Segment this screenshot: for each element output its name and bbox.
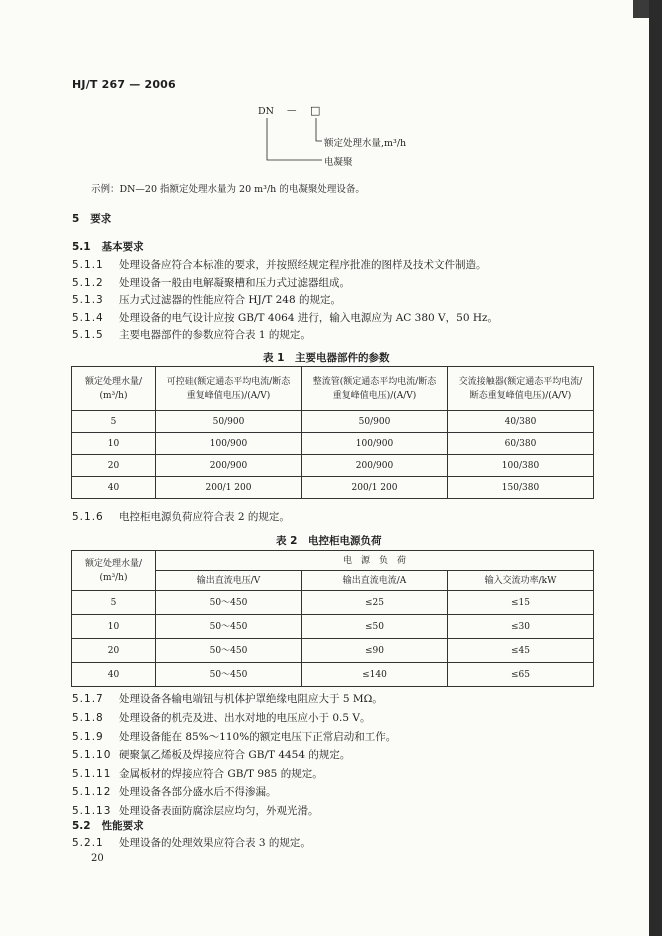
table-row: 10 100/900 100/900 60/380 xyxy=(72,433,594,455)
clause-5-1-7: 5.1.7 处理设备各输电端钮与机体护罩绝缘电阻应大于 5 MΩ。 xyxy=(72,693,383,705)
standard-header: HJ/T 267 — 2006 xyxy=(72,78,176,91)
clause-5-1-13: 5.1.13 处理设备表面防腐涂层应均匀，外观光滑。 xyxy=(72,805,319,817)
column-header: 输入交流功率/kW xyxy=(448,571,594,591)
designation-diagram xyxy=(0,0,662,200)
clause-5-1-4: 5.1.4 处理设备的电气设计应按 GB/T 4064 进行，输入电源应为 AC 380 V，50 Hz。 xyxy=(72,312,499,324)
section-5-2-heading xyxy=(72,818,144,833)
table-row: 10 50～450 ≤50 ≤30 xyxy=(72,615,594,639)
table-2-caption: 表 2 电控柜电源负荷 xyxy=(276,535,382,547)
column-header: 交流接触器(额定通态平均电流/ 断态重复峰值电压)/(A/V) xyxy=(448,367,594,411)
column-header: 整流管(额定通态平均电流/断态 重复峰值电压)/(A/V) xyxy=(302,367,448,411)
table-row: 20 200/900 200/900 100/380 xyxy=(72,455,594,477)
clause-5-1-12: 5.1.12 处理设备各部分盛水后不得渗漏。 xyxy=(72,786,277,798)
diagram-leader-type xyxy=(267,118,322,160)
diagram-dash: — xyxy=(287,105,297,116)
table-header-row xyxy=(72,367,594,411)
clause-5-1-6: 5.1.6 电控柜电源负荷应符合表 2 的规定。 xyxy=(72,511,290,523)
clause-5-1-3: 5.1.3 压力式过滤器的性能应符合 HJ/T 248 的规定。 xyxy=(72,294,341,306)
diagram-prefix: DN xyxy=(258,106,274,117)
clause-5-1-8: 5.1.8 处理设备的机壳及进、出水对地的电压应小于 0.5 V。 xyxy=(72,712,371,724)
diagram-label-type: 电凝聚 xyxy=(324,157,353,168)
section-number: 5.2 xyxy=(72,820,91,832)
table-1 xyxy=(71,366,594,499)
column-header: 额定处理水量/ (m³/h) xyxy=(72,551,156,591)
column-header: 可控硅(额定通态平均电流/断态 重复峰值电压)/(A/V) xyxy=(156,367,302,411)
diagram-label-capacity: 额定处理水量,m³/h xyxy=(324,138,407,149)
group-header: 电 源 负 荷 xyxy=(156,551,594,571)
table-1-caption: 表 1 主要电器部件的参数 xyxy=(263,352,390,364)
diagram-box: □ xyxy=(310,104,321,117)
section-number: 5.1 xyxy=(72,241,91,253)
clause-5-1-11: 5.1.11 金属板材的焊接应符合 GB/T 985 的规定。 xyxy=(72,768,323,780)
section-title: 性能要求 xyxy=(101,820,144,832)
column-header: 输出直流电流/A xyxy=(302,571,448,591)
clause-5-1-2: 5.1.2 处理设备一般由电解凝聚槽和压力式过滤器组成。 xyxy=(72,277,350,289)
clause-5-1-9: 5.1.9 处理设备能在 85%～110%的额定电压下正常启动和工作。 xyxy=(72,731,397,743)
table-row: 40 200/1 200 200/1 200 150/380 xyxy=(72,477,594,499)
table-row: 5 50/900 50/900 40/380 xyxy=(72,411,594,433)
clause-5-1-5: 5.1.5 主要电器部件的参数应符合表 1 的规定。 xyxy=(72,329,311,341)
section-title: 要求 xyxy=(90,213,112,225)
clause-5-1-10: 5.1.10 硬聚氯乙烯板及焊接应符合 GB/T 4454 的规定。 xyxy=(72,749,351,761)
table-row: 40 50～450 ≤140 ≤65 xyxy=(72,663,594,687)
section-title: 基本要求 xyxy=(101,241,144,253)
table-header-row xyxy=(72,551,594,571)
clause-5-2-1: 5.2.1 处理设备的处理效果应符合表 3 的规定。 xyxy=(72,837,311,849)
column-header: 额定处理水量/ (m³/h) xyxy=(72,367,156,411)
table-row: 5 50～450 ≤25 ≤15 xyxy=(72,591,594,615)
clause-5-1-1: 5.1.1 处理设备应符合本标准的要求，并按照经规定程序批准的图样及技术文件制造。 xyxy=(72,259,487,271)
example-note: 示例：DN—20 指额定处理水量为 20 m³/h 的电凝聚处理设备。 xyxy=(91,184,365,195)
section-number: 5 xyxy=(72,213,80,225)
page-number: 20 xyxy=(91,853,104,864)
table-2 xyxy=(71,550,594,687)
table-row: 20 50～450 ≤90 ≤45 xyxy=(72,639,594,663)
section-5-heading xyxy=(72,211,111,226)
diagram-leader-capacity xyxy=(316,118,322,141)
column-header: 输出直流电压/V xyxy=(156,571,302,591)
section-5-1-heading xyxy=(72,239,144,254)
